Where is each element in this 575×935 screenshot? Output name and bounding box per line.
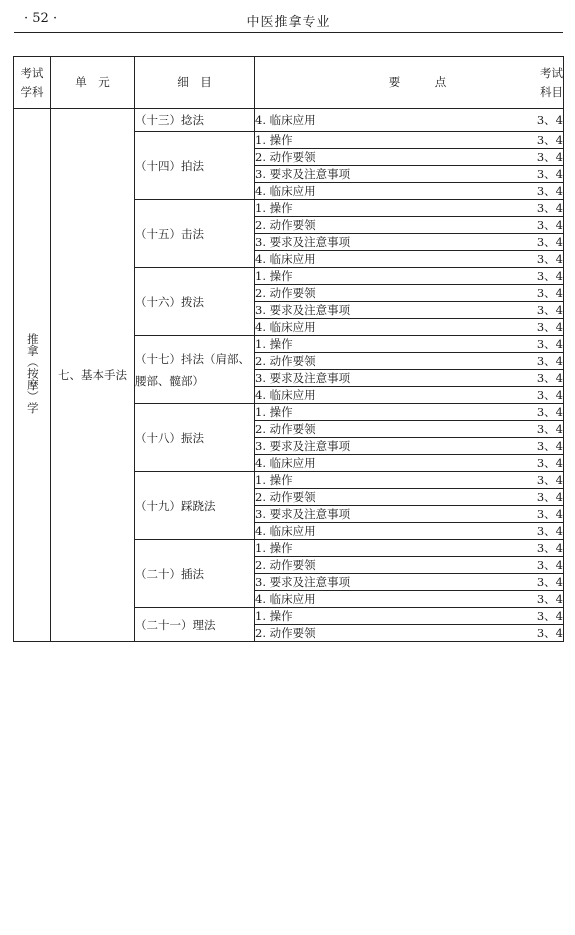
- key-point-text: 4. 临床应用: [255, 388, 316, 402]
- exam-level: 3、4: [536, 490, 563, 504]
- exam-level: 3、4: [536, 524, 563, 538]
- key-point-cell: [255, 234, 564, 251]
- subject-cell: [14, 109, 51, 642]
- key-point-text: 2. 动作要领: [255, 150, 316, 164]
- exam-level: 3、4: [536, 541, 563, 555]
- key-point-text: 1. 操作: [255, 405, 293, 419]
- exam-level: 3、4: [536, 235, 563, 249]
- key-point-cell: [255, 557, 564, 574]
- key-point-cell: [255, 506, 564, 523]
- key-point-text: 1. 操作: [255, 269, 293, 283]
- key-point-cell: [255, 217, 564, 234]
- unit-cell: 七、基本手法: [51, 109, 135, 642]
- key-point-text: 4. 临床应用: [255, 320, 316, 334]
- detail-item-cell: （二十）插法: [135, 540, 255, 608]
- header-key-point-and-level: [255, 57, 564, 109]
- exam-level: 3、4: [536, 133, 563, 147]
- exam-level: 3、4: [536, 626, 563, 640]
- key-point-text: 1. 操作: [255, 609, 293, 623]
- page-header: [14, 8, 563, 33]
- key-point-text: 1. 操作: [255, 337, 293, 351]
- detail-item-cell: （十五）击法: [135, 200, 255, 268]
- exam-level: 3、4: [536, 592, 563, 606]
- key-point-cell: [255, 132, 564, 149]
- exam-level: 3、4: [536, 113, 563, 127]
- key-point-cell: [255, 472, 564, 489]
- exam-level: 3、4: [536, 184, 563, 198]
- key-point-text: 1. 操作: [255, 201, 293, 215]
- table-body: [14, 109, 564, 642]
- exam-level: 3、4: [536, 473, 563, 487]
- exam-level: 3、4: [536, 609, 563, 623]
- key-point-cell: [255, 336, 564, 353]
- key-point-cell: [255, 166, 564, 183]
- key-point-text: 1. 操作: [255, 133, 293, 147]
- detail-item-cell: （十七）抖法（肩部、腰部、髋部）: [135, 336, 255, 404]
- key-point-text: 2. 动作要领: [255, 286, 316, 300]
- detail-item-cell: （二十一）理法: [135, 608, 255, 642]
- key-point-text: 3. 要求及注意事项: [255, 371, 351, 385]
- header-subject: 考试 学科: [14, 57, 51, 109]
- exam-level: 3、4: [536, 354, 563, 368]
- header-level: 考试 科目: [540, 65, 563, 99]
- key-point-text: 4. 临床应用: [255, 524, 316, 538]
- key-point-text: 3. 要求及注意事项: [255, 235, 351, 249]
- exam-level: 3、4: [536, 575, 563, 589]
- detail-item-cell: （十四）拍法: [135, 132, 255, 200]
- key-point-text: 3. 要求及注意事项: [255, 303, 351, 317]
- subject-text: 推拿（按摩）学: [25, 333, 40, 414]
- exam-level: 3、4: [536, 439, 563, 453]
- table-row: [14, 109, 564, 132]
- key-point-cell: [255, 421, 564, 438]
- detail-item-cell: （十六）拨法: [135, 268, 255, 336]
- key-point-text: 3. 要求及注意事项: [255, 439, 351, 453]
- syllabus-table: [13, 56, 564, 642]
- header-key-point: 要 点: [388, 75, 447, 89]
- exam-level: 3、4: [536, 303, 563, 317]
- exam-level: 3、4: [536, 286, 563, 300]
- key-point-text: 2. 动作要领: [255, 422, 316, 436]
- key-point-cell: [255, 387, 564, 404]
- exam-level: 3、4: [536, 252, 563, 266]
- key-point-text: 2. 动作要领: [255, 558, 316, 572]
- key-point-cell: [255, 319, 564, 336]
- key-point-text: 1. 操作: [255, 473, 293, 487]
- key-point-cell: [255, 370, 564, 387]
- page-number: · 52 ·: [24, 11, 58, 26]
- key-point-cell: [255, 438, 564, 455]
- key-point-text: 4. 临床应用: [255, 592, 316, 606]
- exam-level: 3、4: [536, 507, 563, 521]
- key-point-cell: [255, 183, 564, 200]
- exam-level: 3、4: [536, 269, 563, 283]
- header-unit: 单 元: [51, 57, 135, 109]
- key-point-text: 2. 动作要领: [255, 354, 316, 368]
- key-point-text: 4. 临床应用: [255, 252, 316, 266]
- key-point-text: 3. 要求及注意事项: [255, 575, 351, 589]
- key-point-text: 1. 操作: [255, 541, 293, 555]
- key-point-cell: [255, 353, 564, 370]
- key-point-text: 4. 临床应用: [255, 456, 316, 470]
- detail-item-cell: （十三）捻法: [135, 109, 255, 132]
- exam-level: 3、4: [536, 150, 563, 164]
- key-point-text: 3. 要求及注意事项: [255, 167, 351, 181]
- exam-level: 3、4: [536, 337, 563, 351]
- key-point-cell: [255, 523, 564, 540]
- exam-level: 3、4: [536, 422, 563, 436]
- key-point-cell: [255, 149, 564, 166]
- header-detail: 细 目: [135, 57, 255, 109]
- key-point-cell: [255, 455, 564, 472]
- key-point-cell: [255, 200, 564, 217]
- key-point-cell: [255, 608, 564, 625]
- exam-level: 3、4: [536, 320, 563, 334]
- key-point-cell: [255, 489, 564, 506]
- detail-item-cell: （十八）振法: [135, 404, 255, 472]
- key-point-cell: [255, 540, 564, 557]
- running-title: 中医推拿专业: [246, 15, 331, 30]
- key-point-text: 3. 要求及注意事项: [255, 507, 351, 521]
- key-point-cell: [255, 285, 564, 302]
- key-point-text: 2. 动作要领: [255, 490, 316, 504]
- key-point-cell: [255, 268, 564, 285]
- key-point-cell: [255, 625, 564, 642]
- exam-level: 3、4: [536, 456, 563, 470]
- exam-level: 3、4: [536, 558, 563, 572]
- key-point-cell: [255, 591, 564, 608]
- key-point-text: 4. 临床应用: [255, 184, 316, 198]
- key-point-cell: [255, 574, 564, 591]
- key-point-cell: [255, 302, 564, 319]
- exam-level: 3、4: [536, 218, 563, 232]
- key-point-cell: [255, 109, 564, 132]
- exam-level: 3、4: [536, 405, 563, 419]
- exam-level: 3、4: [536, 388, 563, 402]
- key-point-text: 4. 临床应用: [255, 113, 316, 127]
- detail-item-cell: （十九）踩跷法: [135, 472, 255, 540]
- key-point-cell: [255, 404, 564, 421]
- table-header-row: [14, 57, 564, 109]
- exam-level: 3、4: [536, 167, 563, 181]
- exam-level: 3、4: [536, 371, 563, 385]
- key-point-cell: [255, 251, 564, 268]
- key-point-text: 2. 动作要领: [255, 626, 316, 640]
- exam-level: 3、4: [536, 201, 563, 215]
- key-point-text: 2. 动作要领: [255, 218, 316, 232]
